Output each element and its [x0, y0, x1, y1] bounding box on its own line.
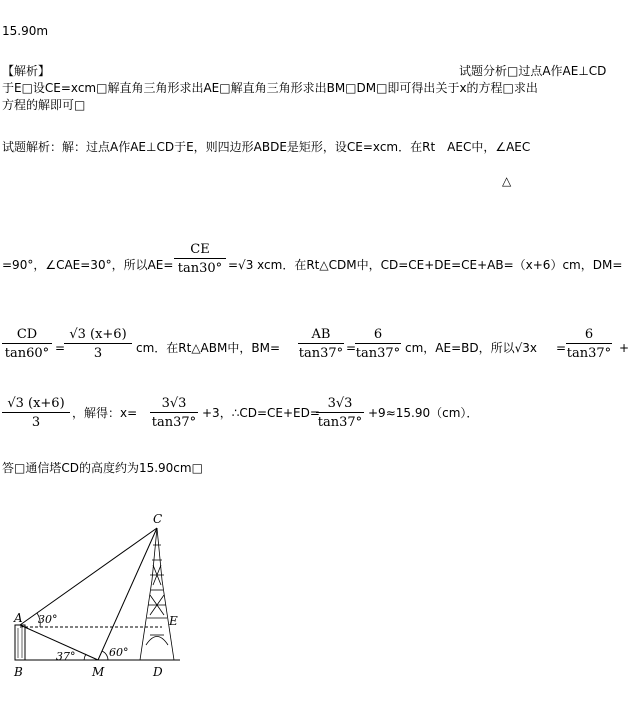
fraction-6-tan37-b — [566, 327, 612, 361]
equals-sign: = — [55, 341, 66, 355]
fraction-ab-tan37 — [298, 327, 344, 361]
label-e: E — [169, 614, 178, 628]
label-d: D — [153, 665, 163, 679]
fraction-3root3-tan37 — [150, 396, 198, 430]
fraction-denominator: 3 — [31, 415, 41, 430]
fraction-denominator: tan30° — [177, 261, 223, 276]
fraction-numerator: AB — [311, 327, 331, 342]
fraction-denominator: tan37° — [151, 415, 197, 430]
row3-mid2-text: +3，∴CD=CE+ED= — [202, 406, 320, 420]
fraction-root3-x6-over-3-b — [2, 396, 70, 430]
row2-mid-text: cm．在Rt△ABM中，BM= — [136, 341, 280, 355]
label-angle-37: 37° — [56, 650, 76, 663]
fraction-denominator: tan37° — [317, 415, 363, 430]
fraction-numerator: 3√3 — [327, 396, 353, 411]
fraction-6-tan37 — [355, 327, 401, 361]
solution-line-1: 试题解析：解：过点A作AE⊥CD于E，则四边形ABDE是矩形，设CE=xcm．在Rt AEC中，∠AEC — [2, 140, 531, 154]
line-ac — [20, 528, 157, 625]
analysis-label: 【解析】 — [2, 64, 51, 78]
fraction-root3-x6-over-3 — [64, 327, 132, 361]
fraction-cd-tan60 — [2, 327, 52, 361]
fraction-numerator: CD — [16, 327, 38, 342]
tower-icon — [140, 528, 174, 660]
plus-sign: + — [619, 341, 630, 355]
fraction-denominator: tan37° — [298, 346, 344, 361]
row1-left-text: =90°，∠CAE=30°，所以AE= — [2, 258, 174, 272]
angle-37-arc — [84, 654, 86, 660]
row3-mid-text: ，解得：x= — [72, 406, 138, 420]
fraction-ce-tan30 — [174, 242, 226, 276]
analysis-line-2: 于E□设CE=xcm□解直角三角形求出AE□解直角三角形求出BM□DM□即可得出关于x的方程□求出 — [2, 81, 538, 95]
label-angle-30: 30° — [38, 613, 58, 626]
fraction-denominator: tan37° — [355, 346, 401, 361]
top-answer: 15.90m — [2, 24, 49, 38]
fraction-numerator: 3√3 — [161, 396, 187, 411]
equals-sign: = — [556, 341, 567, 355]
analysis-line-3: 方程的解即可□ — [2, 98, 86, 112]
label-b: B — [14, 665, 23, 679]
row3-tail-text: +9≈15.90（cm）． — [368, 406, 479, 420]
angle-60-arc — [102, 651, 108, 660]
fraction-numerator: CE — [190, 242, 210, 257]
triangle-mark: △ — [502, 174, 512, 188]
fraction-numerator: √3 (x+6) — [7, 396, 65, 411]
fraction-numerator: 6 — [373, 327, 383, 342]
label-angle-60: 60° — [109, 646, 129, 659]
row2-tail-text: cm，AE=BD，所以√3x — [405, 341, 537, 355]
row1-mid-text: =√3 xcm．在Rt△CDM中，CD=CE+DE=CE+AB=（x+6）cm，DM= — [228, 258, 623, 272]
label-m: M — [92, 665, 105, 679]
conclusion: 答□通信塔CD的高度约为15.90cm□ — [2, 461, 203, 475]
equals-sign: = — [346, 341, 357, 355]
fraction-denominator: tan60° — [4, 346, 50, 361]
fraction-denominator: 3 — [93, 346, 103, 361]
analysis-header: 试题分析□过点A作AE⊥CD — [459, 64, 607, 78]
line-mc — [98, 528, 157, 660]
fraction-denominator: tan37° — [566, 346, 612, 361]
label-a: A — [14, 611, 23, 625]
fraction-numerator: 6 — [584, 327, 594, 342]
building-ab — [15, 625, 25, 660]
label-c: C — [153, 512, 163, 526]
fraction-3root3-tan37-b — [316, 396, 364, 430]
tower-figure — [0, 510, 200, 690]
fraction-numerator: √3 (x+6) — [69, 327, 127, 342]
